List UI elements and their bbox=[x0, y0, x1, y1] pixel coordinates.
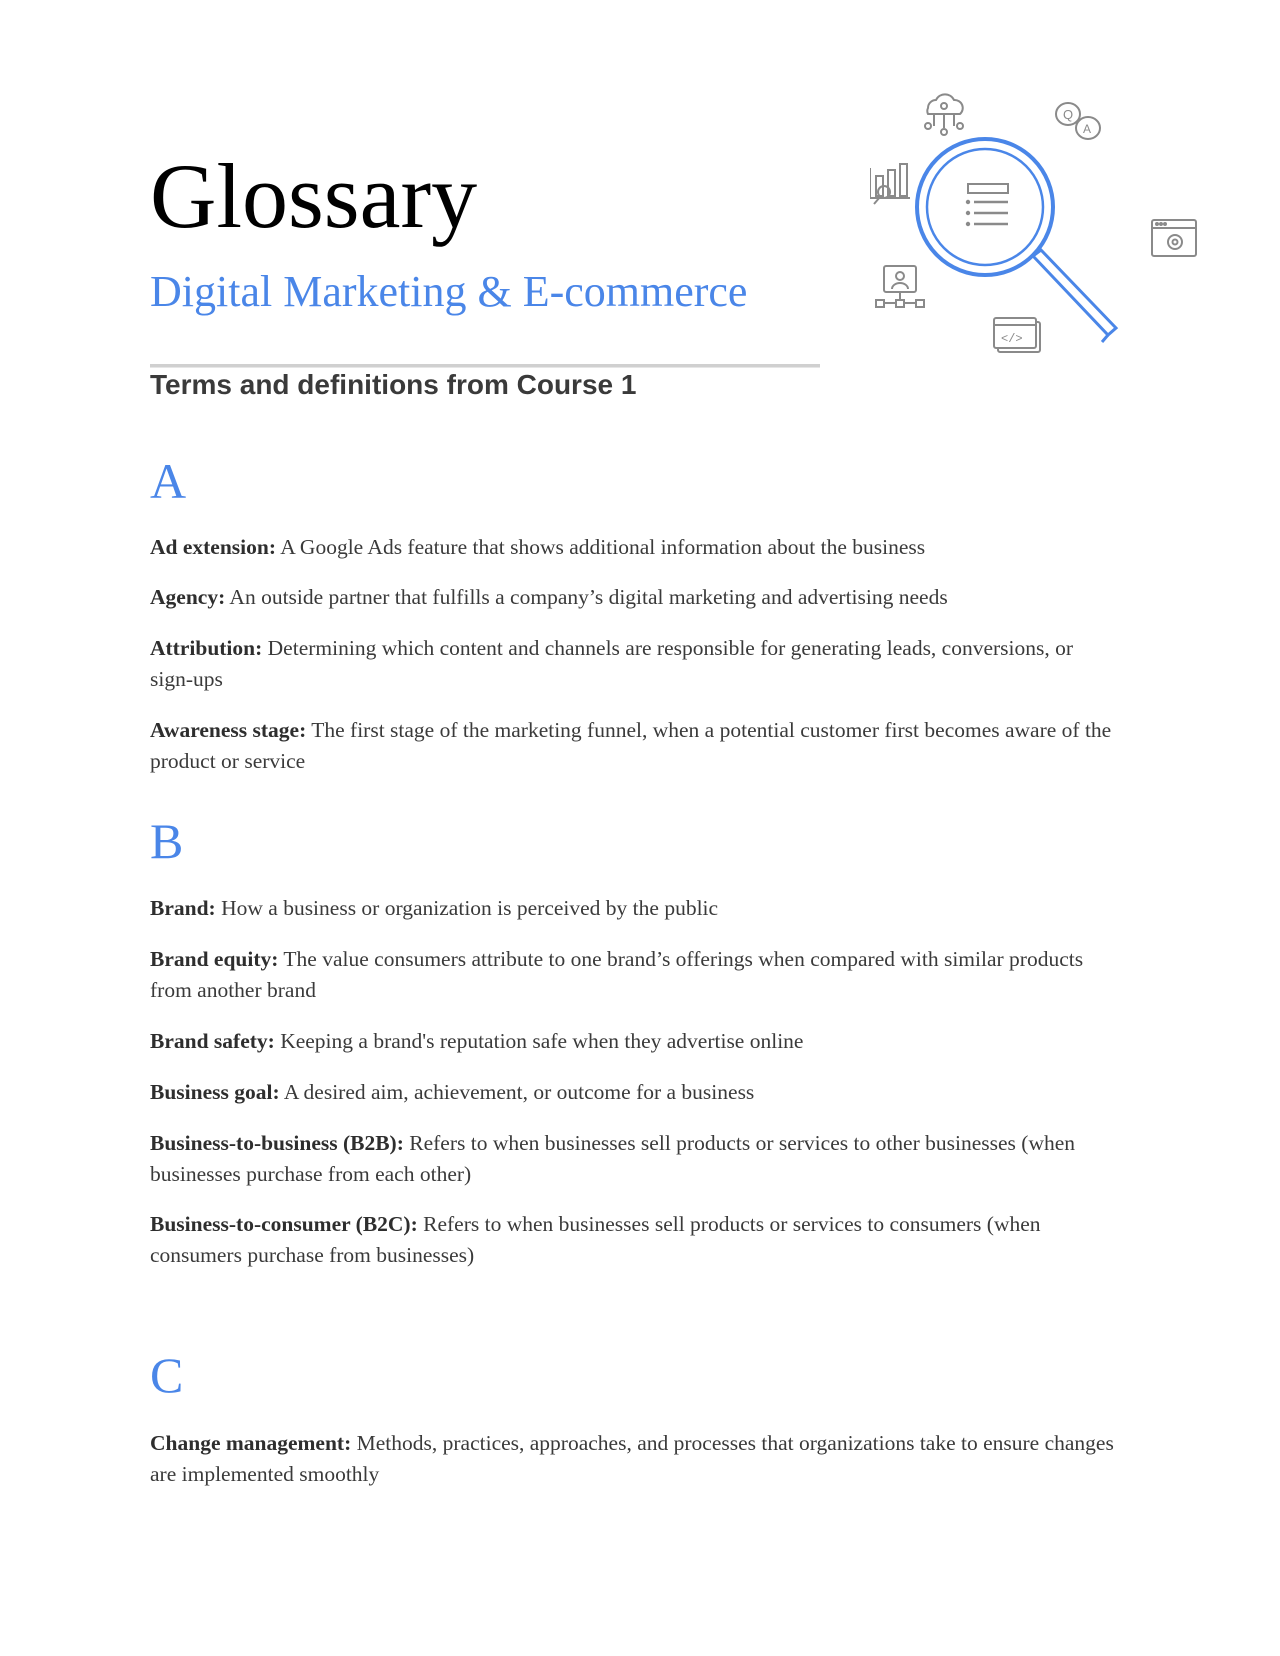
glossary-term: Business-to-business (B2B): bbox=[150, 1131, 404, 1155]
section-letter-c: C bbox=[150, 1347, 184, 1403]
glossary-entry bbox=[150, 633, 1120, 695]
glossary-entry bbox=[150, 893, 1120, 924]
glossary-illustration bbox=[870, 80, 1210, 370]
glossary-entry bbox=[150, 715, 1120, 777]
glossary-term: Business goal: bbox=[150, 1080, 280, 1104]
course-heading: Terms and definitions from Course 1 bbox=[150, 369, 637, 400]
svg-text:Q: Q bbox=[1063, 107, 1074, 122]
glossary-term: Change management: bbox=[150, 1431, 352, 1455]
glossary-term: Ad extension: bbox=[150, 535, 277, 559]
section-letter-a: A bbox=[150, 453, 187, 509]
magnifier-list-icon bbox=[917, 139, 1116, 342]
glossary-term: Agency: bbox=[150, 585, 226, 609]
glossary-definition: Refers to when businesses sell products or services to consumers (when consumers purchase from businesses) bbox=[150, 1212, 1041, 1267]
glossary-definition: Refers to when businesses sell products or services to other businesses (when businesses purchase from each other) bbox=[150, 1131, 1076, 1186]
glossary-term: Business-to-consumer (B2C): bbox=[150, 1212, 418, 1236]
glossary-definition: Methods, practices, approaches, and processes that organizations take to ensure changes are implemented smoothly bbox=[150, 1431, 1114, 1486]
glossary-entry bbox=[150, 582, 1120, 613]
glossary-term: Brand equity: bbox=[150, 947, 279, 971]
glossary-term: Brand safety: bbox=[150, 1029, 275, 1053]
glossary-entry bbox=[150, 1428, 1120, 1490]
page-title: Glossary bbox=[150, 145, 478, 247]
glossary-term: Brand: bbox=[150, 896, 216, 920]
glossary-definition: A desired aim, achievement, or outcome for a business bbox=[279, 1080, 755, 1104]
glossary-entry bbox=[150, 1026, 1120, 1057]
glossary-definition: Keeping a brand's reputation safe when they advertise online bbox=[274, 1029, 804, 1053]
svg-text:</>: </> bbox=[1001, 332, 1023, 346]
glossary-term: Awareness stage: bbox=[150, 718, 307, 742]
glossary-entry bbox=[150, 532, 1120, 563]
page-subtitle: Digital Marketing & E-commerce bbox=[150, 267, 748, 316]
cloud-network-icon bbox=[925, 94, 963, 135]
glossary-definition: A Google Ads feature that shows additional information about the business bbox=[276, 535, 926, 559]
bar-chart-search-icon bbox=[870, 164, 910, 204]
settings-window-icon bbox=[1152, 220, 1196, 256]
section-letter-b: B bbox=[150, 813, 184, 869]
svg-text:A: A bbox=[1083, 122, 1092, 136]
glossary-entry bbox=[150, 1077, 1120, 1108]
glossary-definition: The value consumers attribute to one brand’s offerings when compared with similar products from another brand bbox=[150, 947, 1084, 1002]
glossary-entry bbox=[150, 944, 1120, 1006]
user-org-chart-icon bbox=[876, 266, 924, 307]
glossary-entry bbox=[150, 1209, 1120, 1271]
glossary-definition: How a business or organization is perceived by the public bbox=[215, 896, 719, 920]
document-header bbox=[150, 145, 830, 316]
glossary-definition: Determining which content and channels are responsible for generating leads, conversions, or sign-ups bbox=[150, 636, 1074, 691]
glossary-definition: The first stage of the marketing funnel, when a potential customer first becomes aware of the product or service bbox=[150, 718, 1112, 773]
code-window-icon bbox=[994, 318, 1040, 352]
chat-qa-icon bbox=[1056, 103, 1100, 139]
glossary-entry bbox=[150, 1128, 1120, 1190]
glossary-term: Attribution: bbox=[150, 636, 263, 660]
glossary-definition: An outside partner that fulfills a company’s digital marketing and advertising needs bbox=[225, 585, 948, 609]
